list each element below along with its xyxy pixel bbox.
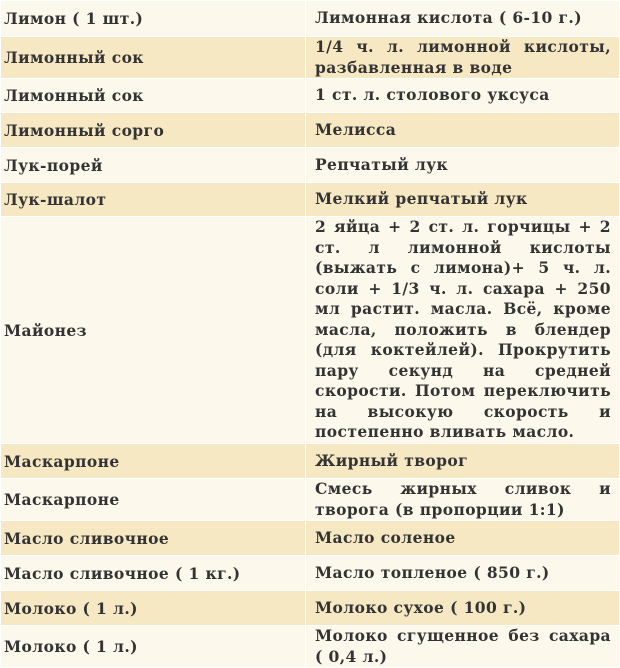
substitute-cell: Смесь жирных сливок и творога (в пропорции 1:1) [306, 479, 620, 521]
table-row [1, 183, 620, 217]
substitute-cell: Масло топленое ( 850 г.) [306, 556, 620, 591]
table-row [1, 626, 620, 668]
ingredient-cell: Масло сливочное ( 1 кг.) [1, 556, 306, 591]
substitute-cell: Мелисса [306, 113, 620, 148]
table-row [1, 591, 620, 626]
table-row [1, 148, 620, 183]
substitute-cell: Молоко сухое ( 100 г.) [306, 591, 620, 626]
ingredient-cell: Лук-порей [1, 148, 306, 183]
ingredient-cell: Лимон ( 1 шт.) [1, 1, 306, 37]
table-row [1, 479, 620, 521]
table-row [1, 217, 620, 444]
table-row [1, 556, 620, 591]
table-row [1, 521, 620, 556]
substitute-cell: 1 ст. л. столового уксуса [306, 79, 620, 113]
ingredient-cell: Лук-шалот [1, 183, 306, 217]
substitute-cell: Лимонная кислота ( 6-10 г.) [306, 1, 620, 37]
substitute-cell: Мелкий репчатый лук [306, 183, 620, 217]
ingredient-cell: Молоко ( 1 л.) [1, 591, 306, 626]
table-row [1, 1, 620, 37]
ingredient-cell: Молоко ( 1 л.) [1, 626, 306, 668]
table-row [1, 79, 620, 113]
substitute-cell: Репчатый лук [306, 148, 620, 183]
table-row [1, 37, 620, 79]
ingredient-cell: Маскарпоне [1, 444, 306, 479]
table-row [1, 444, 620, 479]
ingredient-cell: Лимонный сок [1, 37, 306, 79]
substitute-cell: Масло соленое [306, 521, 620, 556]
substitute-cell: 1/4 ч. л. лимонной кислоты, разбавленная в воде [306, 37, 620, 79]
ingredient-cell: Маскарпоне [1, 479, 306, 521]
ingredient-cell: Масло сливочное [1, 521, 306, 556]
ingredient-cell: Лимонный сок [1, 79, 306, 113]
substitute-cell: Жирный творог [306, 444, 620, 479]
substitute-cell: 2 яйца + 2 ст. л. горчицы + 2 ст. л лимонной кислоты (выжать с лимона)+ 5 ч. л. соли + 1/3 ч. л. сахара + 250 мл растит. масла. Всё, кроме масла, положить в блендер (для коктейлей). Прокрутить пару секунд на средней скорости. Потом переключить на высокую скорость и постепенно вливать масло. [306, 217, 620, 444]
ingredient-cell: Майонез [1, 217, 306, 444]
substitute-cell: Молоко сгущенное без сахара ( 0,4 л.) [306, 626, 620, 668]
table-row [1, 113, 620, 148]
ingredient-cell: Лимонный сорго [1, 113, 306, 148]
